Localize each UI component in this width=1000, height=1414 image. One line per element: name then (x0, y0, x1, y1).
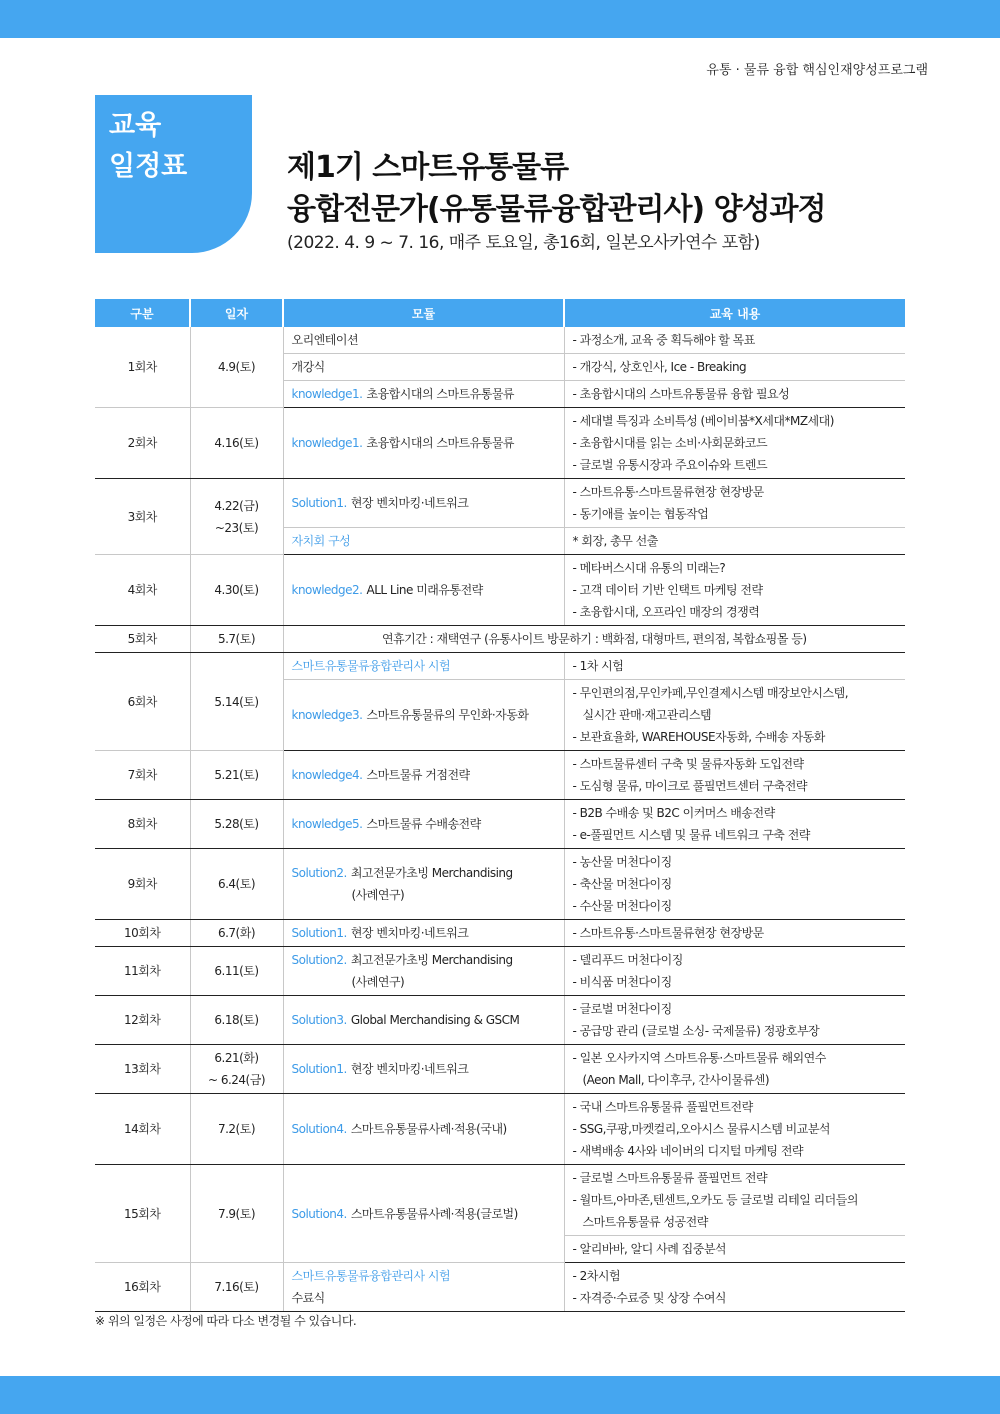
module-subtext: (사례연구) (351, 888, 405, 902)
session-cell: 3회차 (95, 479, 190, 555)
module-cell (283, 680, 564, 751)
content-cell (564, 947, 905, 996)
module-keyword: Solution1. (291, 926, 347, 940)
module-cell (283, 408, 564, 479)
content-line: - 글로벌 머천다이징 (572, 1002, 672, 1016)
content-cell (564, 479, 905, 528)
content-line: - 일본 오사카지역 스마트유통·스마트물류 해외연수 (572, 1051, 826, 1065)
content-line: - 2차시험 (572, 1269, 621, 1283)
date-cell: 4.30(토) (190, 555, 283, 626)
schedule-table (95, 299, 905, 1312)
module-text: 개강식 (291, 360, 325, 374)
content-line: 스마트유통물류 성공전략 (582, 1215, 708, 1229)
module-keyword: knowledge4. (291, 768, 363, 782)
module-subtext: 수료식 (291, 1291, 325, 1305)
content-line: - 델리푸드 머천다이징 (572, 953, 683, 967)
content-cell (564, 996, 905, 1045)
bottom-color-bar (0, 1376, 1000, 1414)
table-row (95, 920, 905, 947)
module-cell (283, 1045, 564, 1094)
header-session: 구분 (95, 299, 190, 327)
module-cell (283, 751, 564, 800)
table-row (95, 1263, 905, 1312)
header-module: 모듈 (283, 299, 564, 327)
date-line: ~ 6.24(금) (207, 1073, 266, 1087)
module-keyword: Solution1. (291, 496, 347, 510)
content-line: - e-풀필먼트 시스템 및 물류 네트워크 구축 전략 (572, 828, 810, 842)
content-line: - 새벽배송 4사와 네이버의 디지털 마케팅 전략 (572, 1144, 804, 1158)
module-keyword: knowledge2. (291, 583, 363, 597)
date-cell: 7.16(토) (190, 1263, 283, 1312)
content-line: - 월마트,아마존,텐센트,오카도 등 글로벌 리테일 리더들의 (572, 1193, 858, 1207)
module-keyword: Solution4. (291, 1206, 347, 1221)
date-cell: 6.11(토) (190, 947, 283, 996)
header-date: 일자 (190, 299, 283, 327)
module-cell (283, 800, 564, 849)
content-line: - 초융합시대를 읽는 소비·사회문화코드 (572, 436, 768, 450)
content-cell: - 스마트유통·스마트물류현장 현장방문 (564, 920, 905, 947)
module-cell (283, 1094, 564, 1165)
session-cell: 5회차 (95, 626, 190, 653)
content-line: - 메타버스시대 유통의 미래는? (572, 561, 726, 575)
page-subtitle: (2022. 4. 9 ~ 7. 16, 매주 토요일, 총16회, 일본오사카연수 포함) (287, 233, 760, 253)
badge-line-2: 일정표 (109, 151, 188, 182)
footnote: ※ 위의 일정은 사정에 따라 다소 변경될 수 있습니다. (95, 1314, 357, 1328)
module-text: 초융합시대의 스마트유통물류 (366, 436, 515, 450)
module-text: 최고전문가초빙 Merchandising (350, 953, 513, 967)
module-keyword: Solution2. (291, 866, 347, 880)
module-cell (283, 327, 564, 354)
module-text: 스마트물류 수배송전략 (366, 817, 481, 831)
content-line: - 수산물 머천다이징 (572, 899, 672, 913)
table-row (95, 327, 905, 354)
table-row (95, 1045, 905, 1094)
session-cell: 1회차 (95, 327, 190, 408)
top-color-bar (0, 0, 1000, 38)
content-line: - 공급망 관리 (글로벌 소싱- 국제물류) 정광호부장 (572, 1024, 820, 1038)
content-line: - SSG,쿠팡,마켓컬리,오아시스 물류시스템 비교분석 (572, 1122, 830, 1136)
content-line: - 초융합시대, 오프라인 매장의 경쟁력 (572, 605, 760, 619)
module-cell (283, 653, 564, 680)
content-cell (564, 1094, 905, 1165)
header-content: 교육 내용 (564, 299, 905, 327)
module-keyword: knowledge1. (291, 387, 363, 401)
content-line: - 세대별 특징과 소비특성 (베이비붐*X세대*MZ세대) (572, 414, 834, 428)
module-text: 현장 벤치마킹·네트워크 (350, 496, 469, 510)
content-line: (Aeon Mall, 다이후쿠, 간사이물류센) (582, 1073, 770, 1087)
content-line: 실시간 판매·재고관리스템 (582, 708, 712, 722)
badge-line-1: 교육 (109, 110, 162, 141)
content-cell (564, 751, 905, 800)
table-row (95, 947, 905, 996)
module-text: Global Merchandising & GSCM (350, 1013, 520, 1027)
module-keyword: knowledge5. (291, 817, 363, 831)
date-cell (190, 479, 283, 555)
table-row (95, 653, 905, 680)
module-cell (283, 1263, 564, 1312)
program-name: 유통 · 물류 융합 핵심인재양성프로그램 (706, 63, 928, 78)
page-title (287, 147, 826, 231)
module-highlight: 스마트유통물류융합관리사 시험 (291, 1269, 451, 1283)
date-cell: 4.16(토) (190, 408, 283, 479)
content-line: - 도심형 물류, 마이크로 풀필먼트센터 구축전략 (572, 779, 807, 793)
content-line: - 국내 스마트유통물류 풀필먼트전략 (572, 1100, 753, 1114)
table-row (95, 751, 905, 800)
module-cell (283, 528, 564, 555)
merged-content-cell: 연휴기간 : 재택연구 (유통사이트 방문하기 : 백화점, 대형마트, 편의점, 복합쇼핑몰 등) (283, 626, 905, 653)
table-row (95, 800, 905, 849)
module-text: 스마트유통물류사례·적용(국내) (350, 1122, 507, 1136)
content-line: - 고객 데이터 기반 인택트 마케팅 전략 (572, 583, 763, 597)
table-row (95, 1165, 905, 1236)
module-text: ALL Line 미래유통전략 (366, 583, 483, 597)
module-text: 스마트유통물류사례·적용(글로벌) (350, 1206, 518, 1221)
module-cell (283, 849, 564, 920)
date-line: 6.21(화) (214, 1051, 259, 1065)
content-line: - 스마트유통·스마트물류현장 현장방문 (572, 485, 764, 499)
table-row (95, 626, 905, 653)
table-row (95, 555, 905, 626)
content-cell: - 알리바바, 알디 사례 집중분석 (564, 1236, 905, 1263)
content-line: - 글로벌 스마트유통물류 풀필먼트 전략 (572, 1171, 768, 1185)
schedule-badge (95, 95, 252, 253)
session-cell: 13회차 (95, 1045, 190, 1094)
module-text: 초융합시대의 스마트유통물류 (366, 387, 515, 401)
module-cell (283, 947, 564, 996)
session-cell: 4회차 (95, 555, 190, 626)
content-line: - 무인편의점,무인카페,무인결제시스템 매장보안시스템, (572, 686, 849, 700)
module-keyword: knowledge1. (291, 436, 363, 450)
content-line: - B2B 수배송 및 B2C 이커머스 배송전략 (572, 806, 775, 820)
module-cell (283, 479, 564, 528)
content-cell (564, 1165, 905, 1236)
session-cell: 2회차 (95, 408, 190, 479)
content-line: - 보관효율화, WAREHOUSE자동화, 수배송 자동화 (572, 730, 825, 744)
session-cell: 10회차 (95, 920, 190, 947)
module-keyword: Solution4. (291, 1122, 347, 1136)
date-cell: 5.14(토) (190, 653, 283, 751)
date-cell: 5.21(토) (190, 751, 283, 800)
content-cell (564, 408, 905, 479)
session-cell: 14회차 (95, 1094, 190, 1165)
module-cell (283, 555, 564, 626)
content-line: - 스마트물류센터 구축 및 물류자동화 도입전략 (572, 757, 804, 771)
content-line: - 자격증·수료증 및 상장 수여식 (572, 1291, 727, 1305)
content-cell (564, 680, 905, 751)
date-cell: 5.28(토) (190, 800, 283, 849)
module-subtext: (사례연구) (351, 975, 405, 989)
content-cell: * 회장, 총무 선출 (564, 528, 905, 555)
session-cell: 6회차 (95, 653, 190, 751)
module-cell (283, 354, 564, 381)
module-highlight: 스마트유통물류융합관리사 시험 (291, 659, 451, 673)
module-cell (283, 381, 564, 408)
module-text: 현장 벤치마킹·네트워크 (350, 926, 469, 940)
module-cell (283, 920, 564, 947)
module-keyword: knowledge3. (291, 708, 363, 722)
content-line: - 비식품 머천다이징 (572, 975, 672, 989)
content-cell (564, 800, 905, 849)
content-cell: - 초융합시대의 스마트유통물류 융합 필요성 (564, 381, 905, 408)
content-cell: - 1차 시험 (564, 653, 905, 680)
module-highlight: 자치회 구성 (291, 534, 351, 548)
module-keyword: Solution3. (291, 1013, 347, 1027)
content-cell (564, 1045, 905, 1094)
module-text: 현장 벤치마킹·네트워크 (350, 1062, 469, 1076)
date-cell: 7.2(토) (190, 1094, 283, 1165)
content-cell (564, 1263, 905, 1312)
date-cell: 7.9(토) (190, 1165, 283, 1263)
session-cell: 11회차 (95, 947, 190, 996)
content-line: - 축산물 머천다이징 (572, 877, 672, 891)
session-cell: 16회차 (95, 1263, 190, 1312)
date-cell: 6.4(토) (190, 849, 283, 920)
table-row (95, 479, 905, 528)
session-cell: 9회차 (95, 849, 190, 920)
content-line: - 동기애를 높이는 협동작업 (572, 507, 709, 521)
content-line: - 농산물 머천다이징 (572, 855, 672, 869)
module-keyword: Solution2. (291, 953, 347, 967)
content-cell (564, 849, 905, 920)
session-cell: 7회차 (95, 751, 190, 800)
session-cell: 12회차 (95, 996, 190, 1045)
module-text: 최고전문가초빙 Merchandising (350, 866, 513, 880)
session-cell: 8회차 (95, 800, 190, 849)
title-line-2: 융합전문가(유통물류융합관리사) 양성과정 (287, 192, 826, 227)
date-cell: 6.7(화) (190, 920, 283, 947)
content-line: - 글로벌 유통시장과 주요이슈와 트렌드 (572, 458, 768, 472)
date-cell (190, 1045, 283, 1094)
module-text: 스마트물류 거점전략 (366, 768, 470, 782)
module-text: 스마트유통물류의 무인화·자동화 (366, 708, 529, 722)
content-cell: - 개강식, 상호인사, Ice - Breaking (564, 354, 905, 381)
date-cell: 5.7(토) (190, 626, 283, 653)
session-cell: 15회차 (95, 1165, 190, 1263)
content-cell: - 과정소개, 교육 중 획득해야 할 목표 (564, 327, 905, 354)
module-cell (283, 1165, 564, 1263)
table-row (95, 408, 905, 479)
table-row (95, 996, 905, 1045)
date-cell: 4.9(토) (190, 327, 283, 408)
table-row (95, 849, 905, 920)
module-text: 오리엔테이션 (291, 333, 359, 347)
date-line: ~23(토) (214, 520, 259, 535)
module-keyword: Solution1. (291, 1062, 347, 1076)
date-line: 4.22(금) (214, 498, 259, 513)
table-header-row (95, 299, 905, 327)
title-line-1: 제1기 스마트유통물류 (287, 150, 569, 185)
date-cell: 6.18(토) (190, 996, 283, 1045)
table-row (95, 1094, 905, 1165)
module-cell (283, 996, 564, 1045)
content-cell (564, 555, 905, 626)
